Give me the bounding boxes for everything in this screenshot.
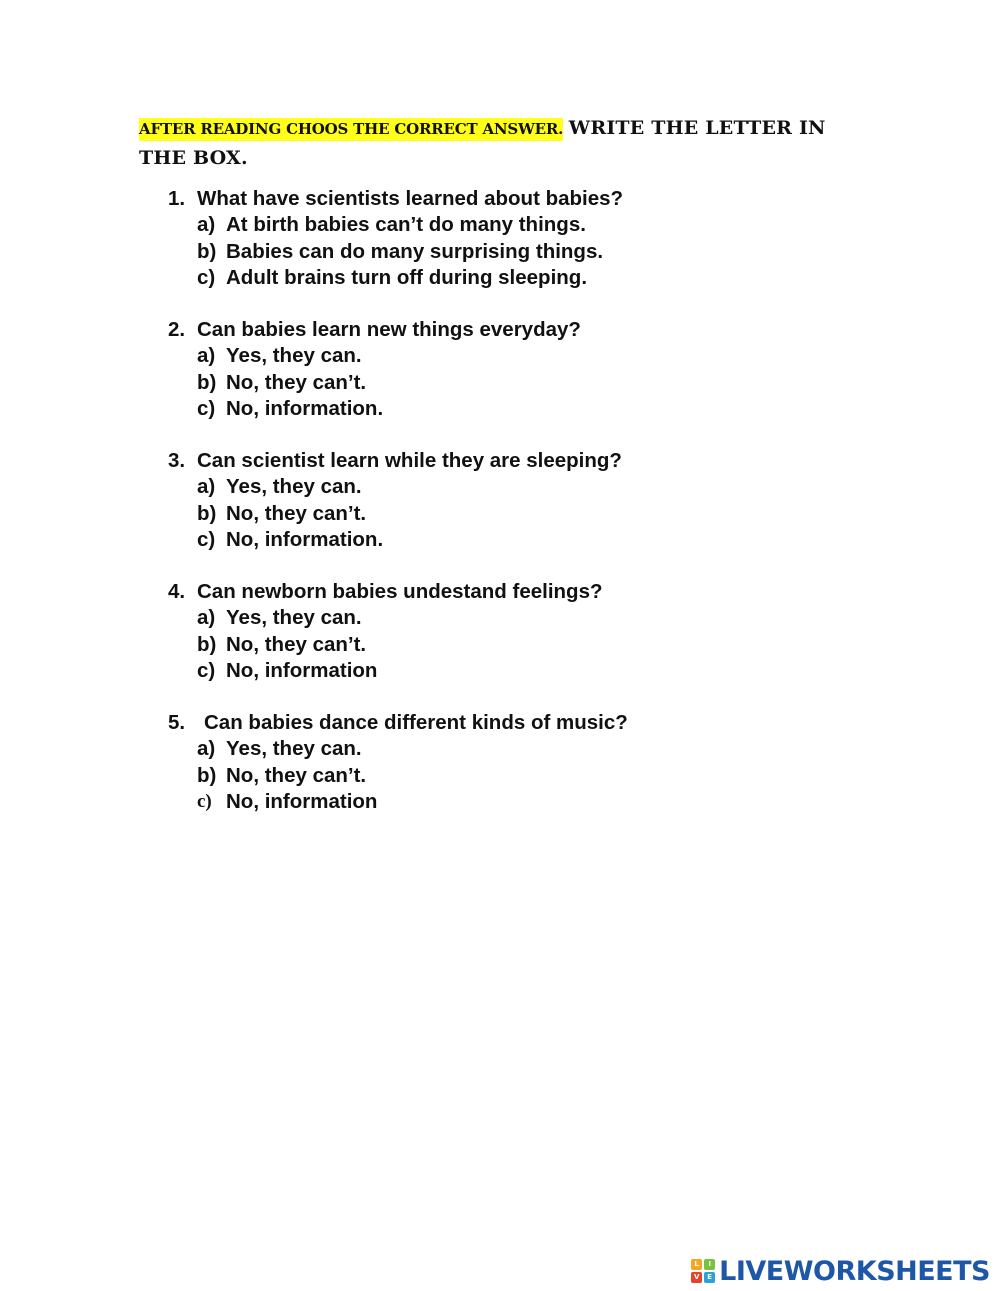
option-letter: a) xyxy=(197,606,216,630)
brand-name: LIVEWORKSHEETS xyxy=(719,1255,990,1287)
option-letter: a) xyxy=(197,737,216,761)
logo-tile: V xyxy=(691,1272,702,1283)
option-text: Yes, they can. xyxy=(226,344,362,368)
instructions xyxy=(139,114,839,173)
option-text: Adult brains turn off during sleeping. xyxy=(226,265,588,289)
option-c xyxy=(168,789,728,815)
option-letter: c) xyxy=(197,396,216,420)
option-a xyxy=(168,474,728,500)
option-text: No, they can’t. xyxy=(226,763,367,787)
option-b xyxy=(168,632,728,658)
option-text: No, information xyxy=(226,789,378,813)
option-text: No, they can’t. xyxy=(226,370,367,394)
option-text: No, information. xyxy=(226,396,384,420)
option-letter: c) xyxy=(197,527,216,551)
question-text: Can babies dance different kinds of music? xyxy=(204,711,628,734)
instructions-rest: WRITE THE LETTER IN THE BOX. xyxy=(139,117,826,169)
question-number: 5. xyxy=(168,711,186,734)
question-3 xyxy=(168,448,728,553)
option-text: Yes, they can. xyxy=(226,475,362,499)
option-letter: b) xyxy=(197,239,217,263)
option-a xyxy=(168,736,728,762)
option-letter: c) xyxy=(197,658,216,682)
option-letter: b) xyxy=(197,763,217,787)
liveworksheets-brand xyxy=(691,1256,990,1286)
question-text: What have scientists learned about babies? xyxy=(197,187,624,210)
logo-tile: E xyxy=(704,1272,715,1283)
option-b xyxy=(168,501,728,527)
option-text: No, they can’t. xyxy=(226,632,367,656)
question-2 xyxy=(168,317,728,422)
option-letter: c) xyxy=(197,265,216,289)
option-b xyxy=(168,370,728,396)
liveworksheets-logo-icon xyxy=(691,1259,715,1283)
option-b xyxy=(168,763,728,789)
question-number: 1. xyxy=(168,187,186,210)
option-text: Yes, they can. xyxy=(226,737,362,761)
option-letter: b) xyxy=(197,501,217,525)
option-c xyxy=(168,265,728,291)
option-letter: b) xyxy=(197,632,217,656)
logo-tile: I xyxy=(704,1259,715,1270)
option-text: No, information xyxy=(226,658,378,682)
question-number: 2. xyxy=(168,318,186,341)
option-a xyxy=(168,212,728,238)
option-text: At birth babies can’t do many things. xyxy=(226,213,586,237)
instructions-highlighted: AFTER READING CHOOS THE CORRECT ANSWER. xyxy=(139,118,563,141)
option-text: Yes, they can. xyxy=(226,606,362,630)
option-text: Babies can do many surprising things. xyxy=(226,239,604,263)
option-a xyxy=(168,605,728,631)
question-text: Can newborn babies undestand feelings? xyxy=(197,580,603,603)
question-4 xyxy=(168,579,728,684)
option-c xyxy=(168,527,728,553)
option-c xyxy=(168,658,728,684)
option-letter: c) xyxy=(197,790,212,812)
question-5 xyxy=(168,710,728,815)
option-a xyxy=(168,343,728,369)
option-letter: a) xyxy=(197,344,216,368)
option-letter: a) xyxy=(197,213,216,237)
question-number: 4. xyxy=(168,580,186,603)
question-number: 3. xyxy=(168,449,186,472)
option-letter: a) xyxy=(197,475,216,499)
logo-tile: L xyxy=(691,1259,702,1270)
question-text: Can scientist learn while they are sleeping? xyxy=(197,449,622,472)
question-1 xyxy=(168,186,728,291)
option-text: No, they can’t. xyxy=(226,501,367,525)
option-c xyxy=(168,396,728,422)
option-b xyxy=(168,239,728,265)
question-text: Can babies learn new things everyday? xyxy=(197,318,581,341)
option-text: No, information. xyxy=(226,527,384,551)
option-letter: b) xyxy=(197,370,217,394)
